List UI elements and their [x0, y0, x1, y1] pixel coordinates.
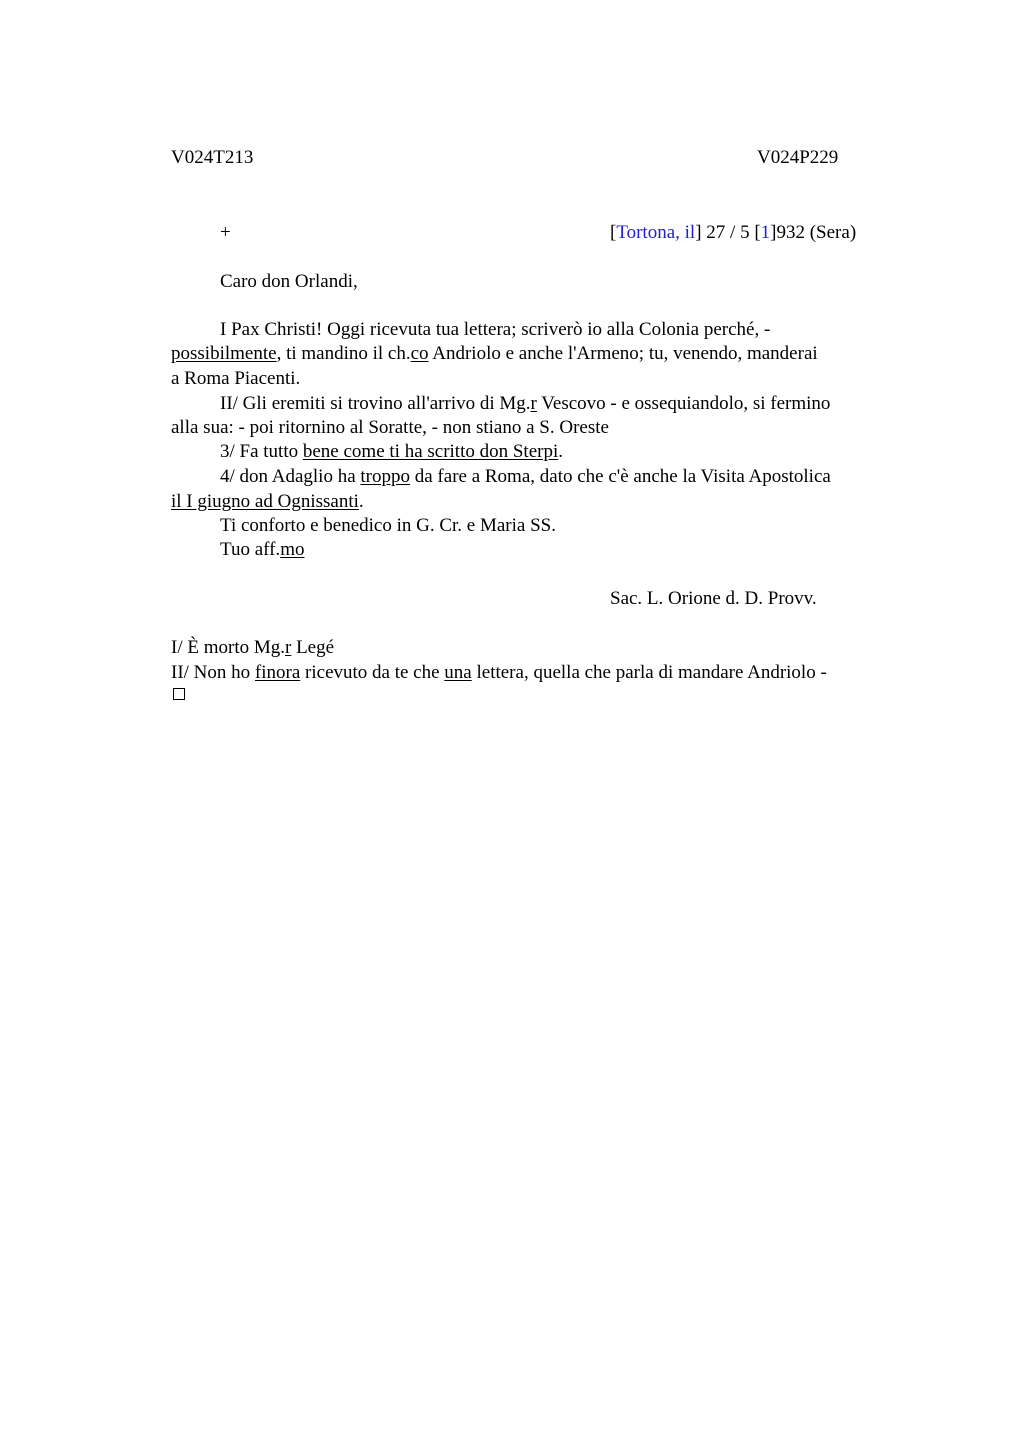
underlined-text: il I giugno ad Ognissanti: [171, 491, 359, 512]
closing-blessing: Ti conforto e benedico in G. Cr. e Maria SS.: [220, 515, 556, 536]
text-run: 4/ don Adaglio ha: [220, 466, 361, 487]
signature: Sac. L. Orione d. D. Provv.: [610, 588, 817, 609]
underlined-text: possibilmente: [171, 343, 277, 364]
text-run: , ti mandino il ch.: [276, 343, 411, 364]
body-p2-line2: alla sua: - poi ritornino al Soratte, - non stiano a S. Oreste: [171, 417, 609, 438]
dateline-date: ] 27 / 5 [: [695, 222, 761, 243]
text-run: Andriolo e anche l'Armeno; tu, venendo, manderai: [428, 343, 818, 364]
underlined-text: co: [410, 343, 429, 364]
body-p1-line3: a Roma Piacenti.: [171, 368, 301, 389]
text-run: II/ Gli eremiti si trovino all'arrivo di Mg.: [220, 393, 531, 414]
underlined-text: troppo: [360, 466, 410, 487]
underlined-text: mo: [280, 539, 305, 560]
text-run: Legé: [291, 637, 335, 658]
text-run: 3/ Fa tutto: [220, 441, 303, 462]
dateline-year-rest: ]932 (Sera): [770, 222, 857, 243]
text-run: da fare a Roma, dato che c'è anche la Visita Apostolica: [410, 466, 831, 487]
underlined-text: r: [285, 637, 292, 658]
underlined-text: una: [444, 662, 472, 683]
document-code-right: V024P229: [757, 147, 839, 168]
text-run: lettera, quella che parla di mandare Andriolo -: [471, 662, 827, 683]
underlined-text: r: [530, 393, 537, 414]
document-code-left: V024T213: [171, 147, 254, 168]
body-p2-line1: [220, 392, 830, 416]
underlined-text: finora: [254, 662, 301, 683]
text-run: .: [558, 441, 564, 462]
text-run: Tuo aff.: [220, 539, 281, 560]
text-run: .: [358, 491, 364, 512]
text-run: ricevuto da te che: [300, 662, 445, 683]
end-marker-box-icon: [173, 688, 185, 700]
underlined-text: bene come ti ha scritto don Sterpi: [302, 441, 559, 462]
dateline-bracket-open: [: [610, 222, 617, 243]
text-run: I/ È morto Mg.: [171, 637, 285, 658]
body-p3: [220, 440, 563, 464]
dateline: [610, 221, 856, 245]
postscript-line1: [171, 636, 334, 660]
cross-mark: +: [220, 222, 231, 243]
body-p4-line1: [220, 465, 831, 489]
postscript-line2: [171, 661, 827, 685]
body-p4-line2: [171, 490, 364, 514]
closing-valediction: [220, 538, 304, 562]
body-p1-line2: [171, 342, 818, 366]
dateline-place: Tortona, il: [616, 222, 696, 243]
body-p1-line1: I Pax Christi! Oggi ricevuta tua lettera; scriverò io alla Colonia perché, -: [220, 319, 771, 340]
salutation: Caro don Orlandi,: [220, 271, 358, 292]
text-run: II/ Non ho: [171, 662, 255, 683]
dateline-year-digit: 1: [760, 222, 771, 243]
text-run: Vescovo - e ossequiandolo, si fermino: [536, 393, 831, 414]
